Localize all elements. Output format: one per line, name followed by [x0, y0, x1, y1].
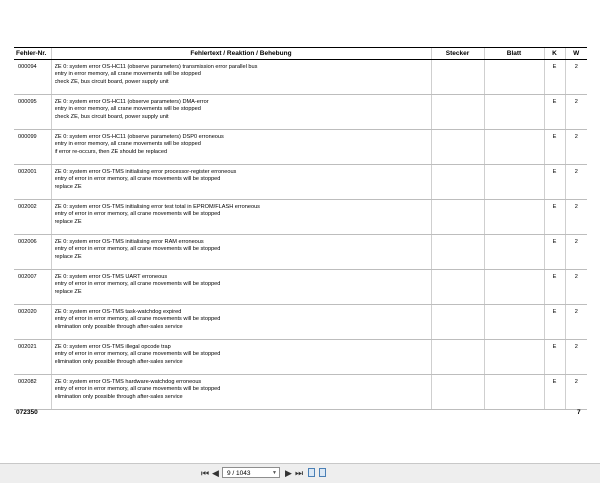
error-text-line: replace ZE — [54, 253, 82, 260]
header-stecker: Stecker — [431, 48, 484, 60]
stecker-cell — [431, 270, 484, 305]
table-row — [14, 270, 587, 305]
table-row — [14, 340, 587, 375]
blatt-cell — [484, 375, 544, 410]
error-text-line: ZE 0: system error OS-HC11 (observe parameters) transmission error parallel bus — [54, 64, 258, 70]
table-row — [14, 95, 587, 130]
next-page-icon[interactable]: ▶ — [285, 468, 292, 478]
header-error-text: Fehlertext / Reaktion / Behebung — [51, 48, 431, 60]
error-code-cell: 002021 — [14, 340, 51, 375]
w-cell: 2 — [565, 95, 587, 130]
blatt-cell — [484, 340, 544, 375]
blatt-cell — [484, 270, 544, 305]
error-text-line: replace ZE — [54, 183, 82, 190]
blatt-cell — [484, 165, 544, 200]
error-text-line: entry of error in error memory, all crane movements will be stopped — [54, 386, 221, 393]
error-text-line: ZE 0: system error OS-TMS initialising error processor-register erroneous — [54, 169, 237, 175]
w-cell: 2 — [565, 165, 587, 200]
error-text-line: ZE 0: system error OS-TMS UART erroneous — [54, 274, 168, 280]
error-text-cell — [51, 165, 431, 200]
error-text-line: entry of error in error memory, all crane movements will be stopped — [54, 316, 221, 323]
copy-icon[interactable] — [308, 468, 315, 477]
header-k: K — [544, 48, 565, 60]
stecker-cell — [431, 165, 484, 200]
stecker-cell — [431, 340, 484, 375]
error-text-cell — [51, 60, 431, 95]
blatt-cell — [484, 200, 544, 235]
table-row — [14, 235, 587, 270]
error-code-cell: 002001 — [14, 165, 51, 200]
k-cell: E — [544, 340, 565, 375]
prev-page-icon[interactable]: ◀ — [212, 468, 219, 478]
k-cell: E — [544, 165, 565, 200]
page-number-input[interactable] — [222, 467, 280, 478]
k-cell: E — [544, 95, 565, 130]
header-blatt: Blatt — [484, 48, 544, 60]
error-text-line: check ZE, bus circuit board, power supply unit — [54, 78, 169, 85]
stecker-cell — [431, 305, 484, 340]
error-text-line: check ZE, bus circuit board, power supply unit — [54, 113, 169, 120]
last-page-icon[interactable]: ⏭ — [295, 468, 304, 478]
error-text-line: replace ZE — [54, 288, 82, 295]
error-text-cell — [51, 200, 431, 235]
error-text-line: entry in error memory, all crane movements will be stopped — [54, 71, 201, 78]
error-text-line: ZE 0: system error OS-TMS task-watchdog expired — [54, 309, 182, 315]
stecker-cell — [431, 130, 484, 165]
error-text-line: if error re-occurs, then ZE should be replaced — [54, 148, 168, 155]
first-page-icon[interactable]: ⏮ — [201, 468, 210, 478]
error-code-cell: 000094 — [14, 60, 51, 95]
k-cell: E — [544, 235, 565, 270]
error-code-cell: 002002 — [14, 200, 51, 235]
page-indicator: 9 / 1043 — [227, 470, 251, 477]
table-row — [14, 60, 587, 95]
page-view-icon[interactable] — [319, 468, 326, 477]
table-row — [14, 305, 587, 340]
stecker-cell — [431, 235, 484, 270]
error-text-line: entry of error in error memory, all crane movements will be stopped — [54, 176, 221, 183]
error-text-line: ZE 0: system error OS-TMS hardware-watchdog erroneous — [54, 379, 202, 385]
header-error-number: Fehler-Nr. — [14, 48, 51, 60]
stecker-cell — [431, 375, 484, 410]
w-cell: 2 — [565, 340, 587, 375]
w-cell: 2 — [565, 130, 587, 165]
error-text-line: ZE 0: system error OS-HC11 (observe parameters) DMA-error — [54, 99, 209, 105]
error-text-line: entry of error in error memory, all crane movements will be stopped — [54, 351, 221, 358]
error-text-cell — [51, 375, 431, 410]
error-text-line: entry in error memory, all crane movements will be stopped — [54, 106, 201, 113]
error-text-cell — [51, 235, 431, 270]
blatt-cell — [484, 60, 544, 95]
k-cell: E — [544, 375, 565, 410]
chevron-down-icon[interactable]: ▼ — [272, 470, 277, 476]
blatt-cell — [484, 235, 544, 270]
table-row — [14, 200, 587, 235]
w-cell: 2 — [565, 235, 587, 270]
error-text-cell — [51, 305, 431, 340]
error-text-cell — [51, 130, 431, 165]
stecker-cell — [431, 95, 484, 130]
error-text-line: elimination only possible through after-sales service — [54, 393, 183, 400]
error-text-cell — [51, 95, 431, 130]
error-text-line: ZE 0: system error OS-TMS illegal opcode trap — [54, 344, 171, 350]
error-text-line: ZE 0: system error OS-HC11 (observe parameters) DSP0 erroneous — [54, 134, 224, 140]
error-text-line: elimination only possible through after-sales service — [54, 358, 183, 365]
document-number: 072350 — [16, 409, 38, 416]
error-text-line: entry of error in error memory, all crane movements will be stopped — [54, 246, 221, 253]
w-cell: 2 — [565, 375, 587, 410]
w-cell: 2 — [565, 305, 587, 340]
w-cell: 2 — [565, 60, 587, 95]
table-row — [14, 165, 587, 200]
error-text-cell — [51, 340, 431, 375]
error-text-line: entry in error memory, all crane movements will be stopped — [54, 141, 201, 148]
stecker-cell — [431, 60, 484, 95]
error-text-line: ZE 0: system error OS-TMS initialising error RAM erroneous — [54, 239, 204, 245]
table-header-row — [14, 48, 587, 60]
k-cell: E — [544, 305, 565, 340]
viewer-toolbar — [0, 463, 600, 483]
k-cell: E — [544, 60, 565, 95]
error-code-cell: 002082 — [14, 375, 51, 410]
error-code-cell: 000095 — [14, 95, 51, 130]
error-text-line: elimination only possible through after-sales service — [54, 323, 183, 330]
w-cell: 2 — [565, 270, 587, 305]
stecker-cell — [431, 200, 484, 235]
error-table — [14, 47, 587, 410]
table-row — [14, 375, 587, 410]
w-cell: 2 — [565, 200, 587, 235]
error-text-cell — [51, 270, 431, 305]
k-cell: E — [544, 270, 565, 305]
error-code-cell: 002006 — [14, 235, 51, 270]
blatt-cell — [484, 130, 544, 165]
error-code-cell: 000099 — [14, 130, 51, 165]
blatt-cell — [484, 305, 544, 340]
error-text-line: entry of error in error memory, all crane movements will be stopped — [54, 211, 221, 218]
error-code-cell: 002020 — [14, 305, 51, 340]
error-code-cell: 002007 — [14, 270, 51, 305]
blatt-cell — [484, 95, 544, 130]
table-row — [14, 130, 587, 165]
error-text-line: replace ZE — [54, 218, 82, 225]
page-number: 7 — [577, 409, 581, 416]
error-text-line: entry of error in error memory, all crane movements will be stopped — [54, 281, 221, 288]
error-text-line: ZE 0: system error OS-TMS initialising error test total in EPROM/FLASH erroneous — [54, 204, 260, 210]
k-cell: E — [544, 200, 565, 235]
k-cell: E — [544, 130, 565, 165]
header-w: W — [565, 48, 587, 60]
